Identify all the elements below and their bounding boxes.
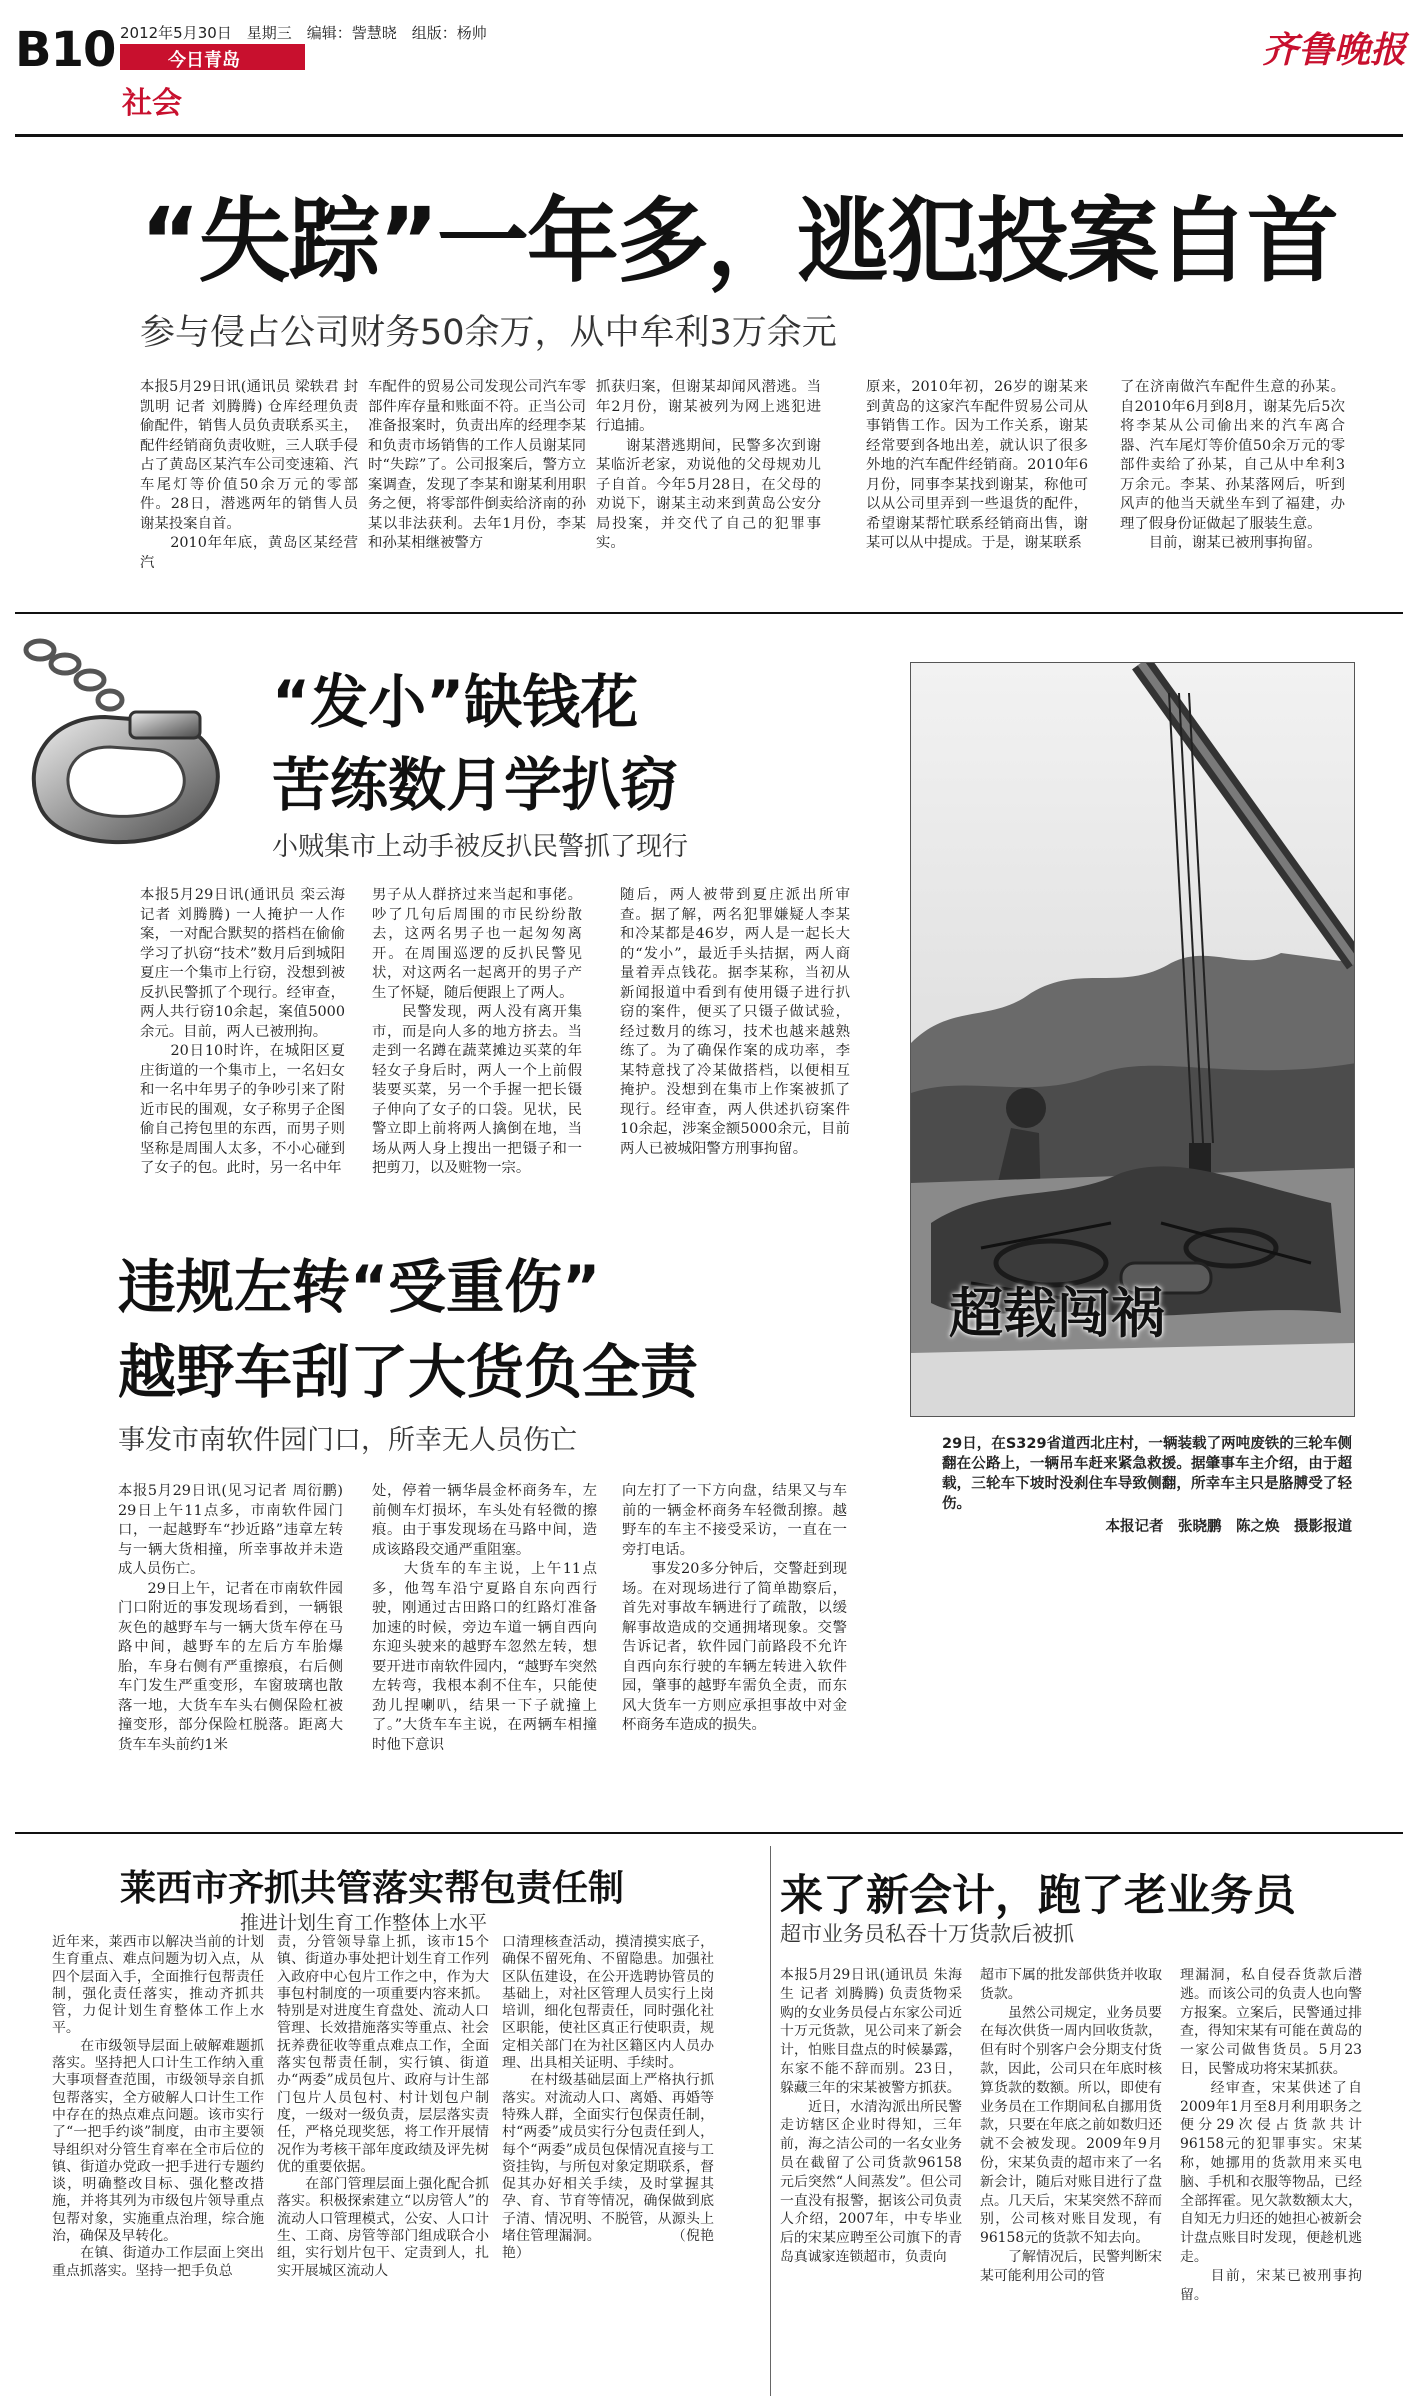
section-banner xyxy=(120,44,305,70)
photo-caption-text: 29日，在S329省道西北庄村，一辆装载了两吨废铁的三轮车侧翻在公路上，一辆吊车赶来紧急救援。据肇事车主介绍，由于超载，三轮车下坡时没刹住车导致侧翻，所幸车主只是胳膊受了轻伤。 xyxy=(942,1436,1352,1512)
story4-subhead: 推进计划生育工作整体上水平 xyxy=(240,1912,488,1934)
story3-col-2: 处，停着一辆华晨金杯商务车，左前侧车灯损坏，车头处有轻微的擦痕。由于事发现场在马路中间，造成该路段交通严重阻塞。 大货车的车主说，上午11点多，他驾车沿宁夏路自东向西行驶，刚通过古田路口的红路灯准备加速的时候，旁边车道一辆自西向东迎头驶来的越野车忽然左转，想要开进市南软件园内，“越野车突然左转弯，我根本刹不住车，只能使劲儿捏喇叭，结果一下子就撞上了。”大货车车主说，在两辆车相撞时他下意识 xyxy=(372,1483,597,1753)
section-title: 社会 xyxy=(122,86,182,121)
story4-headline: 莱西市齐抓共管落实帮包责任制 xyxy=(120,1868,625,1909)
story1-subhead: 参与侵占公司财务50余万，从中牟利3万余元 xyxy=(140,313,837,353)
story5-headline: 来了新会计，跑了老业务员 xyxy=(780,1871,1296,1921)
story5-col-3: 理漏洞，私自侵吞货款后潜逃。而该公司的负责人也向警方报案。立案后，民警通过排查，得知宋某有可能在黄岛的一家公司做售货员。5月23日，民警成功将宋某抓获。 经审查，宋某供述了自2009年1月至8月利用职务之便分29次侵占货款共计96158元的犯罪事实。宋某称，她挪用的货款用来买电脑、手机和衣服等物品，已经全部挥霍。见欠款数额太大，自知无力归还的她担心被新会计盘点账目时发现，便趁机逃走。 目前，宋某已被刑事拘留。 xyxy=(1180,1967,1362,2303)
story4-col-1: 近年来，莱西市以解决当前的计划生育重点、难点问题为切入点，从四个层面入手，全面推行包帮责任制，强化责任落实，推动齐抓共管，力促计划生育整体工作上水平。 在市级领导层面上破解难题抓落实。坚持把人口计生工作纳入重大事项督查范围，市级领导亲自抓包帮落实，全方破解人口计生工作中存在的热点难点问题。该市实行了“一把手约谈”制度，由市主要领导组织对分管生育率在全市后位的镇、街道办党政一把手进行专题约谈，明确整改目标、强化整改措施，并将其列为市级包片领导重点包帮对象，实施重点治理，综合施治，确保及早转化。 在镇、街道办工作层面上突出重点抓落实。坚持一把手负总 xyxy=(52,1934,264,2279)
photo-caption xyxy=(942,1434,1352,1538)
story1-col-5: 了在济南做汽车配件生意的孙某。自2010年6月到8月，谢某先后5次将李某从公司偷出来的汽车离合器、汽车尾灯等价值50余万元的零部件卖给了孙某，自己从中牟利3万余元。李某、孙某落网后，听到风声的他当天就坐车到了福建，办理了假身份证做起了服装生意。 目前，谢某已被刑事拘留。 xyxy=(1120,379,1345,551)
newspaper-logo: 齐鲁晚报 xyxy=(1262,29,1407,71)
story5-col-2: 超市下属的批发部供货并收取货款。 虽然公司规定，业务员要在每次供货一周内回收货款，但有时个别客户会分期支付货款，因此，公司只在年底时核算货款的数额。所以，即使有业务员在工作期间私自挪用货款，只要在年底之前如数归还就不会被发现。2009年9月份，宋某负责的超市来了一名新会计，随后对账目进行了盘点。几天后，宋某突然不辞而别，公司核对账目发现，有96158元的货款不知去向。 了解情况后，民警判断宋某可能利用公司的管 xyxy=(980,1967,1162,2284)
photo-credit: 本报记者 张晓鹏 陈之焕 摄影报道 xyxy=(1105,1519,1352,1535)
story2-col-2: 男子从人群挤过来当起和事佬。吵了几句后周围的市民纷纷散去，这两名男子也一起匆匆离开。在周围巡逻的反扒民警见状，对这两名一起离开的男子产生了怀疑，随后便跟上了两人。 民警发现，两人没有离开集市，而是向人多的地方挤去。当走到一名蹲在蔬菜摊边买菜的年轻女子身后时，两人一个上前假装要买菜，另一个手握一把长镊子伸向了女子的口袋。见状，民警立即上前将两人擒倒在地，当场从两人身上搜出一把镊子和一把剪刀，以及赃物一宗。 xyxy=(372,887,582,1176)
lower-section-rule xyxy=(15,1832,1403,1834)
story1-col-2: 车配件的贸易公司发现公司汽车零部件库存量和账面不符。正当公司准备报案时，负责出库的经理李某和负责市场销售的工作人员谢某同时“失踪”了。公司报案后，警方立案调查，发现了李某和谢某利用职务之便，将零部件倒卖给济南的孙某以非法获利。去年1月份，李某和孙某相继被警方 xyxy=(368,379,586,551)
lower-column-divider xyxy=(770,1846,771,2396)
story3-headline-line1: 违规左转“受重伤” xyxy=(118,1253,601,1321)
issue-meta: 2012年5月30日 星期三 编辑：訾慧晓 组版：杨帅 xyxy=(120,24,487,42)
story3-col-1: 本报5月29日讯(见习记者 周衍鹏) 29日上午11点多，市南软件园门口，一起越野车“抄近路”违章左转与一辆大货相撞，所幸事故并未造成人员伤亡。 29日上午，记者在市南软件园门口附近的事发现场看到，一辆银灰色的越野车与一辆大货车停在马路中间，越野车的左后方车胎爆胎，车身右侧有严重擦痕，右后侧车门发生严重变形，车窗玻璃也散落一地，大货车车头右侧保险杠被撞变形，部分保险杠脱落。距离大货车车头前约1米 xyxy=(118,1483,343,1753)
page-number: B10 xyxy=(15,22,116,78)
story3-col-3: 向左打了一下方向盘，结果又与车前的一辆金杯商务车轻微刮擦。越野车的车主不接受采访，一直在一旁打电话。 事发20多分钟后，交警赶到现场。在对现场进行了简单勘察后，首先对事故车辆进行了疏散，以缓解事故造成的交通拥堵现象。交警告诉记者，软件园门前路段不允许自西向东行驶的车辆左转进入软件园，肇事的越野车需负全责，而东风大货车一方则应承担事故中对金杯商务车造成的损失。 xyxy=(622,1483,847,1733)
crane-truck-photo xyxy=(910,662,1355,1417)
photo-title: 超载闯祸 xyxy=(949,1282,1165,1345)
story2-headline-line2: 苦练数月学扒窃 xyxy=(272,751,679,819)
story3-subhead: 事发市南软件园门口，所幸无人员伤亡 xyxy=(118,1425,577,1456)
story1-rule xyxy=(15,612,1403,614)
story2-col-3: 随后，两人被带到夏庄派出所审查。据了解，两名犯罪嫌疑人李某和冷某都是46岁，两人是一起长大的“发小”，最近手头拮据，两人商量着弄点钱花。据李某称，当初从新闻报道中看到有使用镊子进行扒窃的案件，便买了只镊子做试验，经过数月的练习，技术也越来越熟练了。为了确保作案的成功率，李某特意找了冷某做搭档，以便相互掩护。没想到在集市上作案被抓了现行。经审查，两人供述扒窃案件10余起，涉案金额5000余元，目前两人已被城阳警方刑事拘留。 xyxy=(620,887,850,1157)
story4-col-3: 口清理核查活动，摸清摸实底子，确保不留死角、不留隐患。加强社区队伍建设，在公开选聘协管员的基础上，对社区管理人员实行上岗培训，细化包帮责任，同时强化社区职能，使社区真正行使职责，规定相关部门在为社区籍区内人员办理、出具相关证明、手续时。 在村级基础层面上严格执行抓落实。对流动人口、离婚、再婚等特殊人群，全面实行包保责任制，村“两委”成员实行分包责任到人，每个“两委”成员包保情况直接与工资挂钩，与所包对象定期联系，督促其办好相关手续，及时掌握其孕、育、节育等情况，确保做到底子清、情况明、不脱管，从源头上堵住管理漏洞。 （倪艳艳） xyxy=(502,1934,714,2262)
handcuffs-icon xyxy=(10,622,250,862)
story1-col-1: 本报5月29日讯(通讯员 梁轶君 封凯明 记者 刘腾腾) 仓库经理负责偷配件，销售人员负责联系买主，配件经销商负责收赃，三人联手侵占了黄岛区某汽车公司变速箱、汽车尾灯等价值50余万元的零部件。28日，潜逃两年的销售人员谢某投案自首。 2010年年底，黄岛区某经营汽 xyxy=(140,379,358,571)
masthead xyxy=(0,0,1417,140)
story1-col-4: 原来，2010年初，26岁的谢某来到黄岛的这家汽车配件贸易公司从事销售工作。因为工作关系，谢某经常要到各地出差，就认识了很多外地的汽车配件经销商。2010年6月份，同事李某找到谢某，称他可以从公司里弄到一些退货的配件，希望谢某帮忙联系经销商出售，谢某可以从中提成。于是，谢某联系 xyxy=(866,379,1088,551)
story1-headline: “失踪”一年多，逃犯投案自首 xyxy=(140,188,1337,295)
story5-subhead: 超市业务员私吞十万货款后被抓 xyxy=(780,1922,1074,1946)
section-banner-label: 今日青岛 xyxy=(168,50,240,71)
story2-subhead: 小贼集市上动手被反扒民警抓了现行 xyxy=(272,832,689,862)
story3-headline-line2: 越野车刮了大货负全责 xyxy=(118,1338,699,1406)
masthead-rule xyxy=(15,134,1403,137)
story4-col-2: 责，分管领导靠上抓，该市15个镇、街道办事处把计划生育工作列入政府中心包片工作之中，作为大事包村制度的一项重要内容来抓。特别是对进度生育盘处、流动人口管理、长效措施落实等重点、社会抚养费征收等重点难点工作，全面落实包帮责任制，实行镇、街道办“两委”成员包片、政府与计生部门包片人员包村、村计划包户制度，一级对一级负责，层层落实责任，严格兑现奖惩，将工作开展情况作为考核干部年度政绩及评先树优的重要依据。 在部门管理层面上强化配合抓落实。积极探索建立“以房管人”的流动人口管理模式，公安、人口计生、工商、房管等部门组成联合小组，实行划片包干、定责到人，扎实开展城区流动人 xyxy=(277,1934,489,2279)
story2-headline-line1: “发小”缺钱花 xyxy=(272,668,639,736)
story5-col-1: 本报5月29日讯(通讯员 朱海生 记者 刘腾腾) 负责货物采购的女业务员侵占东家公司近十万元货款，见公司来了新会计，怕账目盘点的时候暴露，东家不能不辞而别。23日，躲藏三年的宋某被警方抓获。 近日，水清沟派出所民警走访辖区企业时得知，三年前，海之洁公司的一名女业务员在截留了公司货款96158元后突然“人间蒸发”。但公司一直没有报警，据该公司负责人介绍，2007年，中专毕业后的宋某应聘至公司旗下的青岛真诚家连锁超市，负责向 xyxy=(780,1967,962,2265)
story2-col-1: 本报5月29日讯(通讯员 栾云海 记者 刘腾腾) 一人掩护一人作案，一对配合默契的搭档在偷偷学习了扒窃“技术”数月后到城阳夏庄一个集市上行窃，没想到被反扒民警抓了个现行。经审查，两人共行窃10余起，案值5000余元。目前，两人已被刑拘。 20日10时许，在城阳区夏庄街道的一个集市上，一名妇女和一名中年男子的争吵引来了附近市民的围观，女子称男子企图偷自己挎包里的东西，而男子则坚称是周围人太多，不小心碰到了女子的包。此时，另一名中年 xyxy=(140,887,345,1176)
story1-col-3: 抓获归案，但谢某却闻风潜逃。当年2月份，谢某被列为网上逃犯进行追捕。 谢某潜逃期间，民警多次到谢某临沂老家，劝说他的父母规劝儿子自首。今年5月28日，在父母的劝说下，谢某主动来到黄岛公安分局投案，并交代了自己的犯罪事实。 xyxy=(596,379,821,551)
